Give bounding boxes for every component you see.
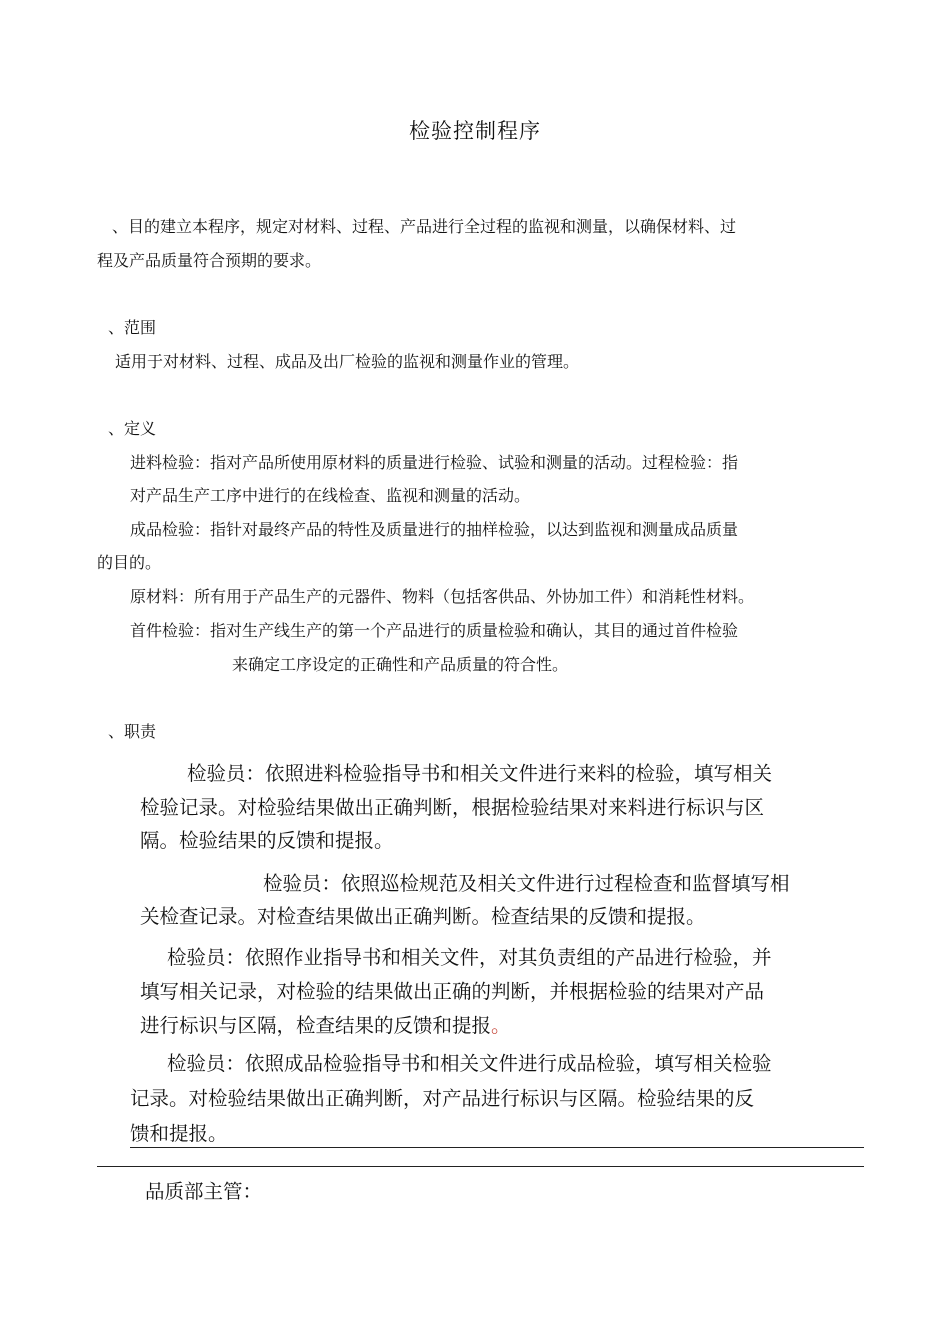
definition-final-line-2: 的目的。 xyxy=(97,553,162,572)
definition-incoming-line-1: 进料检验：指对产品所使用原材料的质量进行检验、试验和测量的活动。过程检验：指 xyxy=(130,453,739,472)
duty-1-line-3: 隔。检验结果的反馈和提报。 xyxy=(140,829,394,852)
duty-3-line-3 xyxy=(140,1010,511,1038)
duty-4-line-1: 检验员：依照成品检验指导书和相关文件进行成品检验，填写相关检验 xyxy=(167,1052,772,1075)
definition-final-line-1: 成品检验：指针对最终产品的特性及质量进行的抽样检验，以达到监视和测量成品质量 xyxy=(130,520,739,539)
duty-1-line-2: 检验记录。对检验结果做出正确判断，根据检验结果对来料进行标识与区 xyxy=(140,796,765,819)
definition-raw-material: 原材料：所有用于产品生产的元器件、物料（包括客供品、外协加工件）和消耗性材料。 xyxy=(130,587,755,606)
document-title: 检验控制程序 xyxy=(409,119,541,143)
duty-2-line-2: 关检查记录。对检查结果做出正确判断。检查结果的反馈和提报。 xyxy=(140,905,706,928)
duty-3-line-3-text: 进行标识与区隔，检查结果的反馈和提报 xyxy=(140,1014,492,1037)
duty-4-line-3: 馈和提报。 xyxy=(130,1122,228,1145)
duty-2-line-1: 检验员：依照巡检规范及相关文件进行过程检查和监督填写相 xyxy=(263,872,790,895)
definitions-heading: 、定义 xyxy=(108,419,157,438)
duty-3-line-1: 检验员：依照作业指导书和相关文件，对其负责组的产品进行检验，并 xyxy=(167,946,772,969)
duty-3-line-3-end-mark: 。 xyxy=(491,1014,511,1037)
duties-underline xyxy=(130,1147,864,1148)
scope-text: 适用于对材料、过程、成品及出厂检验的监视和测量作业的管理。 xyxy=(115,352,580,371)
signature-label: 品质部主管： xyxy=(145,1180,263,1203)
duty-3-line-2: 填写相关记录，对检验的结果做出正确的判断，并根据检验的结果对产品 xyxy=(140,980,765,1003)
purpose-line-2: 程及产品质量符合预期的要求。 xyxy=(97,251,322,270)
definition-first-article-line-1: 首件检验：指对生产线生产的第一个产品进行的质量检验和确认，其目的通过首件检验 xyxy=(130,621,739,640)
duties-heading: 、职责 xyxy=(108,722,157,741)
definition-incoming-line-2: 对产品生产工序中进行的在线检查、监视和测量的活动。 xyxy=(130,486,531,505)
definition-first-article-line-2: 来确定工序设定的正确性和产品质量的符合性。 xyxy=(232,655,569,674)
scope-heading: 、范围 xyxy=(108,318,157,337)
signature-divider xyxy=(97,1166,864,1167)
purpose-line-1: 、目的建立本程序，规定对材料、过程、产品进行全过程的监视和测量，以确保材料、过 xyxy=(112,217,737,236)
duty-4-line-2: 记录。对检验结果做出正确判断，对产品进行标识与区隔。检验结果的反 xyxy=(130,1087,755,1110)
duty-1-line-1: 检验员：依照进料检验指导书和相关文件进行来料的检验，填写相关 xyxy=(187,762,773,785)
